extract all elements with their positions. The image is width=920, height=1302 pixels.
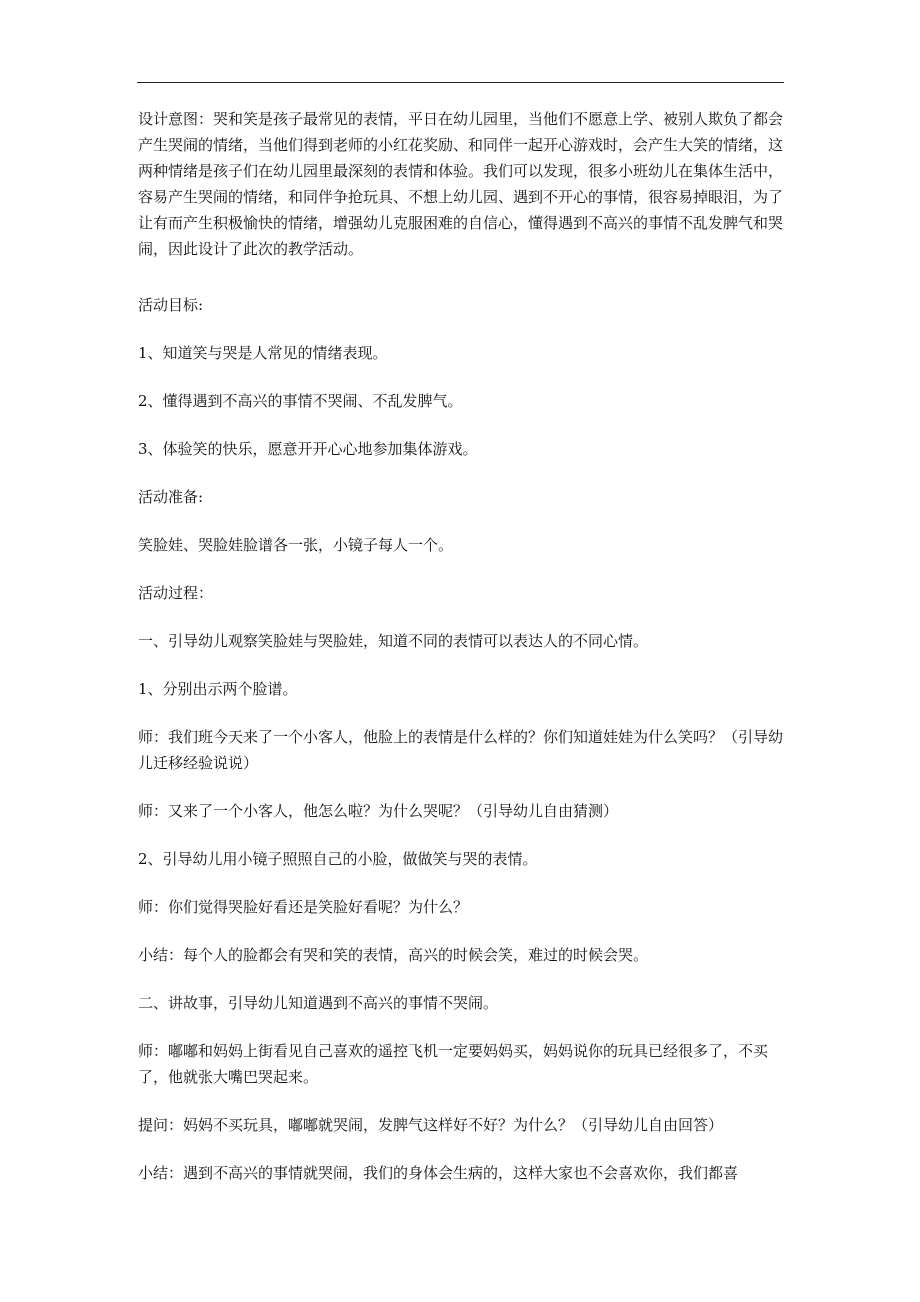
section-heading-preparation: 活动准备: [138,488,204,506]
design-intent-paragraph: 设计意图：哭和笑是孩子最常见的表情，平日在幼儿园里，当他们不愿意上学、被别人欺负了都会产生哭闹的情绪，当他们得到老师的小红花奖励、和同伴一起开心游戏时，会产生大笑的情绪，这两种情绪是孩子们在幼儿园里最深刻的表情和体验。我们可以发现，很多小班幼儿在集体生活中，容易产生哭闹的情绪，和同伴争抢玩具、不想上幼儿园、遇到不开心的事情，很容易掉眼泪，为了让有而产生积极愉快的情绪，增强幼儿克服困难的自信心，懂得遇到不高兴的事情不乱发脾气和哭闹，因此设计了此次的教学活动。 [138,110,784,258]
question-text: 提问：妈妈不买玩具，嘟嘟就哭闹，发脾气这样好不好？为什么？（引导幼儿自由回答） [138,1116,724,1134]
process-substep-1: 1、分别出示两个脸谱。 [138,680,298,698]
teacher-dialogue-2: 师：又来了一个小客人，他怎么啦？为什么哭呢？（引导幼儿自由猜测） [138,802,619,820]
summary-1: 小结：每个人的脸都会有哭和笑的表情，高兴的时候会笑，难过的时候会哭。 [138,946,649,964]
header-rule [137,82,784,83]
preparation-text: 笑脸娃、哭脸娃脸谱各一张，小镜子每人一个。 [138,536,454,554]
objective-item-1: 1、知道笑与哭是人常见的情绪表现。 [138,344,388,362]
section-heading-objectives: 活动目标: [138,296,204,314]
document-body [138,106,788,1208]
teacher-dialogue-3: 师：你们觉得哭脸好看还是笑脸好看呢？为什么？ [138,898,469,916]
objective-item-3: 3、体验笑的快乐，愿意开开心心地参加集体游戏。 [138,440,478,458]
process-step-2-heading: 二、讲故事，引导幼儿知道遇到不高兴的事情不哭闹。 [138,994,499,1012]
objective-item-2: 2、懂得遇到不高兴的事情不哭闹、不乱发脾气。 [138,392,463,410]
teacher-dialogue-1: 师：我们班今天来了一个小客人，他脸上的表情是什么样的？你们知道娃娃为什么笑吗？（引导幼儿迁移经验说说） [138,728,784,772]
teacher-story: 师：嘟嘟和妈妈上街看见自己喜欢的遥控飞机一定要妈妈买，妈妈说你的玩具已经很多了，不买了，他就张大嘴巴哭起来。 [138,1042,769,1086]
process-step-1-heading: 一、引导幼儿观察笑脸娃与哭脸娃，知道不同的表情可以表达人的不同心情。 [138,632,649,650]
summary-2: 小结：遇到不高兴的事情就哭闹，我们的身体会生病的，这样大家也不会喜欢你，我们都喜 [138,1164,739,1182]
section-heading-process: 活动过程： [138,584,214,602]
process-substep-2: 2、引导幼儿用小镜子照照自己的小脸，做做笑与哭的表情。 [138,850,538,868]
